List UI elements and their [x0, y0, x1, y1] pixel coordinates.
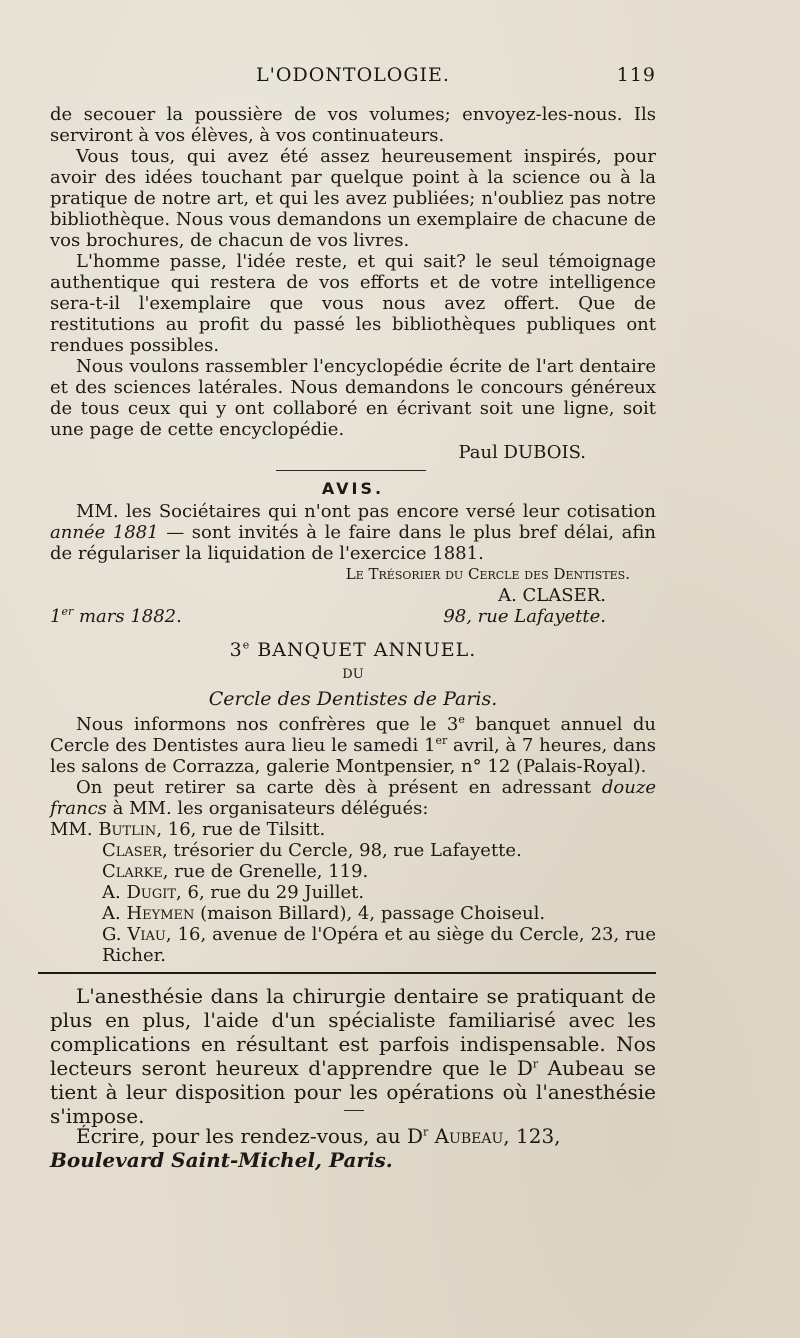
delegate-item: Clarke, rue de Grenelle, 119. [102, 861, 369, 882]
date: 1er mars 1882. [50, 605, 182, 627]
delegate-item: G. Viau, 16, avenue de l'Opéra et au siège du Cercle, 23, rue Richer. [102, 924, 656, 966]
paragraph: Nous voulons rassembler l'encyclopédie écrite de l'art dentaire et des sciences latérales. Nous demandons le concours généreux de tous ceux qui y ont collaboré en écrivant soit une ligne, soit une page de cette encyclopédie. [50, 356, 656, 440]
banquet-paragraph: Nous informons nos confrères que le 3e banquet annuel du Cercle des Dentistes aura lieu le samedi 1er avril, à 7 heures, dans les salons de Corrazza, galerie Montpensier, n° 12 (Palais-Royal). [50, 713, 657, 777]
delegate-item: A. Dugit, 6, rue du 29 Juillet. [102, 882, 365, 903]
tresorier-name: A. CLASER. [498, 585, 606, 606]
short-divider [344, 1110, 364, 1111]
banquet-subtitle: Cercle des Dentistes de Paris. [208, 688, 498, 710]
tresorier-line: Le Trésorier du Cercle des Dentistes. [345, 565, 630, 583]
address: 98, rue Lafayette. [443, 606, 606, 627]
avis-section [50, 478, 656, 628]
paragraph: de secouer la poussière de vos volumes; envoyez-les-nous. Ils serviront à vos élèves, à vos continuateurs. [50, 104, 656, 146]
delegate-list [50, 819, 656, 966]
running-header [50, 64, 656, 92]
avis-text: MM. les Sociétaires qui n'ont pas encore versé leur cotisation année 1881 — sont invités à le faire dans le plus bref délai, afin de régulariser la liquidation de l'exercice 1881. [50, 501, 656, 564]
delegate-item: A. Heymen (maison Billard), 4, passage Choiseul. [102, 903, 546, 924]
section-divider [276, 470, 426, 471]
date-address-line [50, 606, 656, 628]
anesthesie-notice [50, 984, 656, 1128]
avis-heading: AVIS. [321, 479, 385, 498]
delegate-item: MM. Butlin, 16, rue de Tilsitt. [50, 819, 326, 840]
ecrire-paragraph: Écrire, pour les rendez-vous, au $D^r$ Aubeau, 123, Boulevard Saint-Michel, Paris. [50, 1124, 561, 1172]
banquet-paragraph: On peut retirer sa carte dès à présent en adressant douze francs à MM. les organisateurs délégués: [50, 777, 656, 819]
banquet-du: DU [342, 667, 364, 682]
banquet-section [50, 640, 656, 966]
delegate-item: Claser, trésorier du Cercle, 98, rue Lafayette. [102, 840, 522, 861]
banquet-heading: 3e BANQUET ANNUEL. [229, 638, 477, 661]
journal-title: L'ODONTOLOGIE. [256, 64, 450, 86]
paragraph: L'homme passe, l'idée reste, et qui sait? le seul témoignage authentique qui restera de vos efforts et de votre intelligence sera-t-il l'exemplaire que vous nous avez offert. Que de restitutions au profit du passé les bibliothèques publiques ont rendues possibles. [50, 251, 656, 356]
ecrire-notice [50, 1124, 656, 1172]
anesthesie-paragraph: L'anesthésie dans la chirurgie dentaire se pratiquant de plus en plus, l'aide d'un spécialiste familiarisé avec les complications en résultant est parfois indispensable. Nos lecteurs seront heureux d'apprendre que le $D^r$ Aubeau se tient à leur disposition pour les opérations où l'anesthésie s'impose. [50, 984, 656, 1128]
library-appeal [50, 104, 656, 463]
paragraph: Vous tous, qui avez été assez heureusement inspirés, pour avoir des idées touchant par quelque point à la science ou à la pratique de notre art, et qui les avez publiées; n'oubliez pas notre bibliothèque. Nous vous demandons un exemplaire de chacune de vos brochures, de chacun de vos livres. [50, 146, 656, 251]
page-number: 119 [616, 64, 656, 86]
signature: Paul DUBOIS. [458, 442, 586, 463]
heavy-divider [38, 972, 656, 974]
